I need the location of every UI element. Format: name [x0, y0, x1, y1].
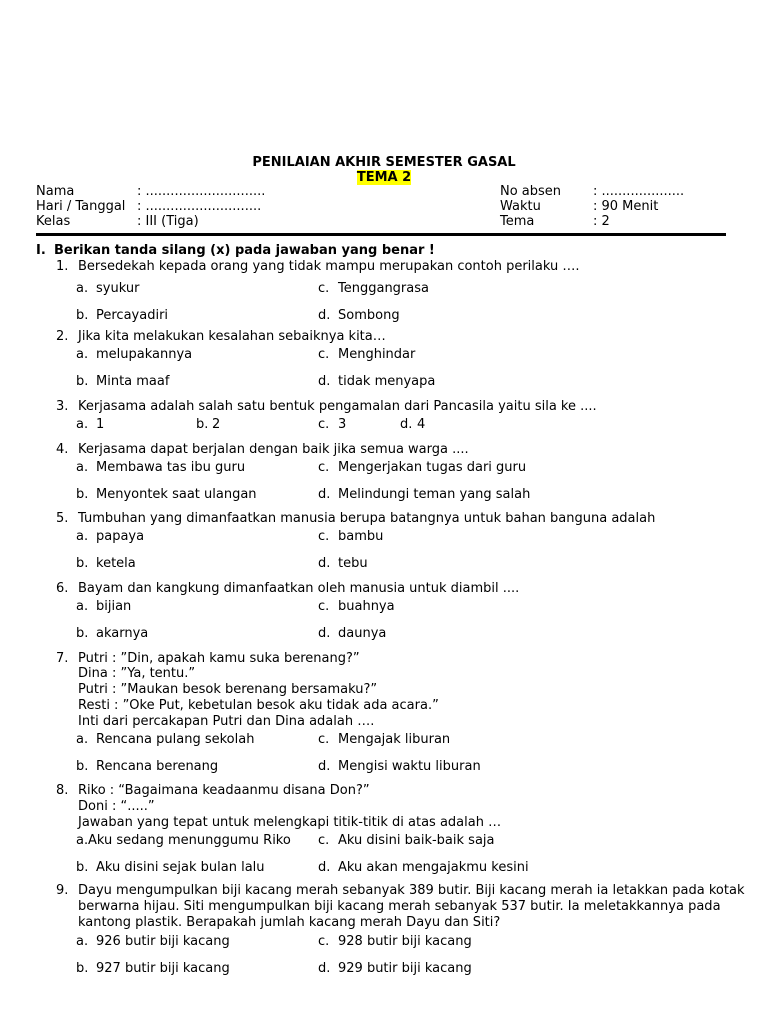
option-letter: b. — [76, 487, 89, 502]
option-text: akarnya — [96, 626, 149, 641]
option-text: Menyontek saat ulangan — [96, 487, 257, 502]
option-letter: d. — [318, 759, 331, 774]
absent-number-field: : .................... — [593, 184, 685, 199]
question-number: 4. — [56, 442, 69, 457]
option-letter: a. — [76, 529, 89, 544]
option-text: Menghindar — [338, 347, 416, 362]
question-number: 8. — [56, 783, 69, 798]
question-text: Kerjasama dapat berjalan dengan baik jika semua warga .... — [78, 442, 469, 457]
date-field: : ............................ — [137, 199, 262, 214]
option-letter: a. — [76, 934, 89, 949]
option-letter: a. — [76, 281, 89, 296]
option-text: tidak menyapa — [338, 374, 436, 389]
option-letter: d. — [318, 556, 331, 571]
question-text: Jawaban yang tepat untuk melengkapi titik-titik di atas adalah … — [78, 815, 502, 830]
option-text: Percayadiri — [96, 308, 169, 323]
option-letter: c. — [318, 732, 330, 747]
exam-title: PENILAIAN AKHIR SEMESTER GASAL — [252, 155, 516, 170]
option-letter: c. — [318, 599, 330, 614]
option-letter: c. — [318, 281, 330, 296]
date-label: Hari / Tanggal — [36, 199, 126, 214]
option-text: buahnya — [338, 599, 395, 614]
question-text: Dayu mengumpulkan biji kacang merah sebanyak 389 butir. Biji kacang merah ia letakkan pada kotak — [78, 883, 745, 898]
option-letter: a. — [76, 417, 89, 432]
class-label: Kelas — [36, 214, 71, 229]
option-letter: d. — [318, 961, 331, 976]
option-text: Mengajak liburan — [338, 732, 451, 747]
option-letter: a. — [76, 599, 89, 614]
absent-number-label: No absen — [500, 184, 562, 199]
class-field: : III (Tiga) — [137, 214, 199, 229]
option-letter: a. — [76, 460, 89, 475]
option-text: Rencana pulang sekolah — [96, 732, 255, 747]
question-number: 9. — [56, 883, 69, 898]
option-letter: b. — [76, 961, 89, 976]
option-text: daunya — [338, 626, 387, 641]
option-letter: c. — [318, 833, 330, 848]
question-text: Dina : ”Ya, tentu.” — [78, 666, 196, 681]
option-text: Sombong — [338, 308, 400, 323]
option-text: Aku disini sejak bulan lalu — [96, 860, 265, 875]
question-text: Doni : “.....” — [78, 799, 155, 814]
question-text: berwarna hijau. Siti mengumpulkan biji kacang merah sebanyak 537 butir. Ia meletakkannya pada — [78, 899, 721, 914]
option-text: bambu — [338, 529, 384, 544]
option-text: Aku akan mengajakmu kesini — [338, 860, 529, 875]
option-text: Melindungi teman yang salah — [338, 487, 531, 502]
question-text: kantong plastik. Berapakah jumlah kacang merah Dayu dan Siti? — [78, 915, 501, 930]
option-text: Membawa tas ibu guru — [96, 460, 246, 475]
name-label: Nama — [36, 184, 75, 199]
option-text: syukur — [96, 281, 140, 296]
option-text: tebu — [338, 556, 368, 571]
option-letter: d. — [318, 308, 331, 323]
option-letter: c. — [318, 460, 330, 475]
option-letter: d. — [318, 487, 331, 502]
option-letter: b. — [76, 860, 89, 875]
option-text: Rencana berenang — [96, 759, 219, 774]
question-number: 3. — [56, 399, 69, 414]
question-text: Putri : ”Maukan besok berenang bersamaku?” — [78, 682, 378, 697]
question-number: 1. — [56, 259, 69, 274]
time-label: Waktu — [500, 199, 541, 214]
name-field: : ............................. — [137, 184, 266, 199]
option-text: 2 — [212, 417, 221, 432]
option-text: Aku sedang menunggumu Riko — [88, 833, 291, 848]
option-letter: d. — [318, 860, 331, 875]
option-text: 927 butir biji kacang — [96, 961, 230, 976]
option-text: Tenggangrasa — [338, 281, 429, 296]
question-number: 5. — [56, 511, 69, 526]
option-text: 929 butir biji kacang — [338, 961, 472, 976]
question-number: 7. — [56, 651, 69, 666]
option-letter: b. — [76, 556, 89, 571]
theme-label: Tema — [500, 214, 535, 229]
question-number: 6. — [56, 581, 69, 596]
option-letter: b. — [76, 374, 89, 389]
option-text: melupakannya — [96, 347, 193, 362]
option-letter: d. — [400, 417, 413, 432]
option-letter: b. — [196, 417, 209, 432]
question-text: Jika kita melakukan kesalahan sebaiknya kita… — [78, 329, 386, 344]
option-letter: d. — [318, 374, 331, 389]
question-text: Putri : ”Din, apakah kamu suka berenang?” — [78, 651, 360, 666]
theme-field: : 2 — [593, 214, 610, 229]
time-field: : 90 Menit — [593, 199, 659, 214]
option-letter: c. — [318, 417, 330, 432]
option-text: ketela — [96, 556, 136, 571]
option-letter: c. — [318, 934, 330, 949]
option-letter: b. — [76, 308, 89, 323]
option-letter: b. — [76, 626, 89, 641]
option-letter: a. — [76, 347, 89, 362]
option-letter: c. — [318, 529, 330, 544]
option-letter: c. — [318, 347, 330, 362]
question-text: Bayam dan kangkung dimanfaatkan oleh manusia untuk diambil .... — [78, 581, 520, 596]
question-text: Kerjasama adalah salah satu bentuk pengamalan dari Pancasila yaitu sila ke .... — [78, 399, 597, 414]
option-text: 4 — [417, 417, 426, 432]
option-text: papaya — [96, 529, 145, 544]
option-text: 928 butir biji kacang — [338, 934, 472, 949]
section-number: I. — [36, 243, 46, 258]
question-text: Riko : “Bagaimana keadaanmu disana Don?” — [78, 783, 370, 798]
option-letter: a. — [76, 833, 89, 848]
option-letter: a. — [76, 732, 89, 747]
option-text: 3 — [338, 417, 347, 432]
question-text: Bersedekah kepada orang yang tidak mampu merupakan contoh perilaku …. — [78, 259, 580, 274]
question-text: Resti : ”Oke Put, kebetulan besok aku tidak ada acara.” — [78, 698, 439, 713]
option-text: 1 — [96, 417, 105, 432]
option-text: Minta maaf — [96, 374, 170, 389]
question-number: 2. — [56, 329, 69, 344]
option-text: 926 butir biji kacang — [96, 934, 230, 949]
option-text: Mengerjakan tugas dari guru — [338, 460, 527, 475]
question-text: Tumbuhan yang dimanfaatkan manusia berupa batangnya untuk bahan banguna adalah — [78, 511, 656, 526]
option-text: Mengisi waktu liburan — [338, 759, 481, 774]
exam-theme-highlight: TEMA 2 — [356, 170, 412, 185]
section-instruction: Berikan tanda silang (x) pada jawaban yang benar ! — [54, 243, 435, 258]
option-text: bijian — [96, 599, 132, 614]
option-text: Aku disini baik-baik saja — [338, 833, 495, 848]
header-divider — [36, 233, 726, 236]
option-letter: d. — [318, 626, 331, 641]
question-text: Inti dari percakapan Putri dan Dina adalah …. — [78, 714, 375, 729]
option-letter: b. — [76, 759, 89, 774]
